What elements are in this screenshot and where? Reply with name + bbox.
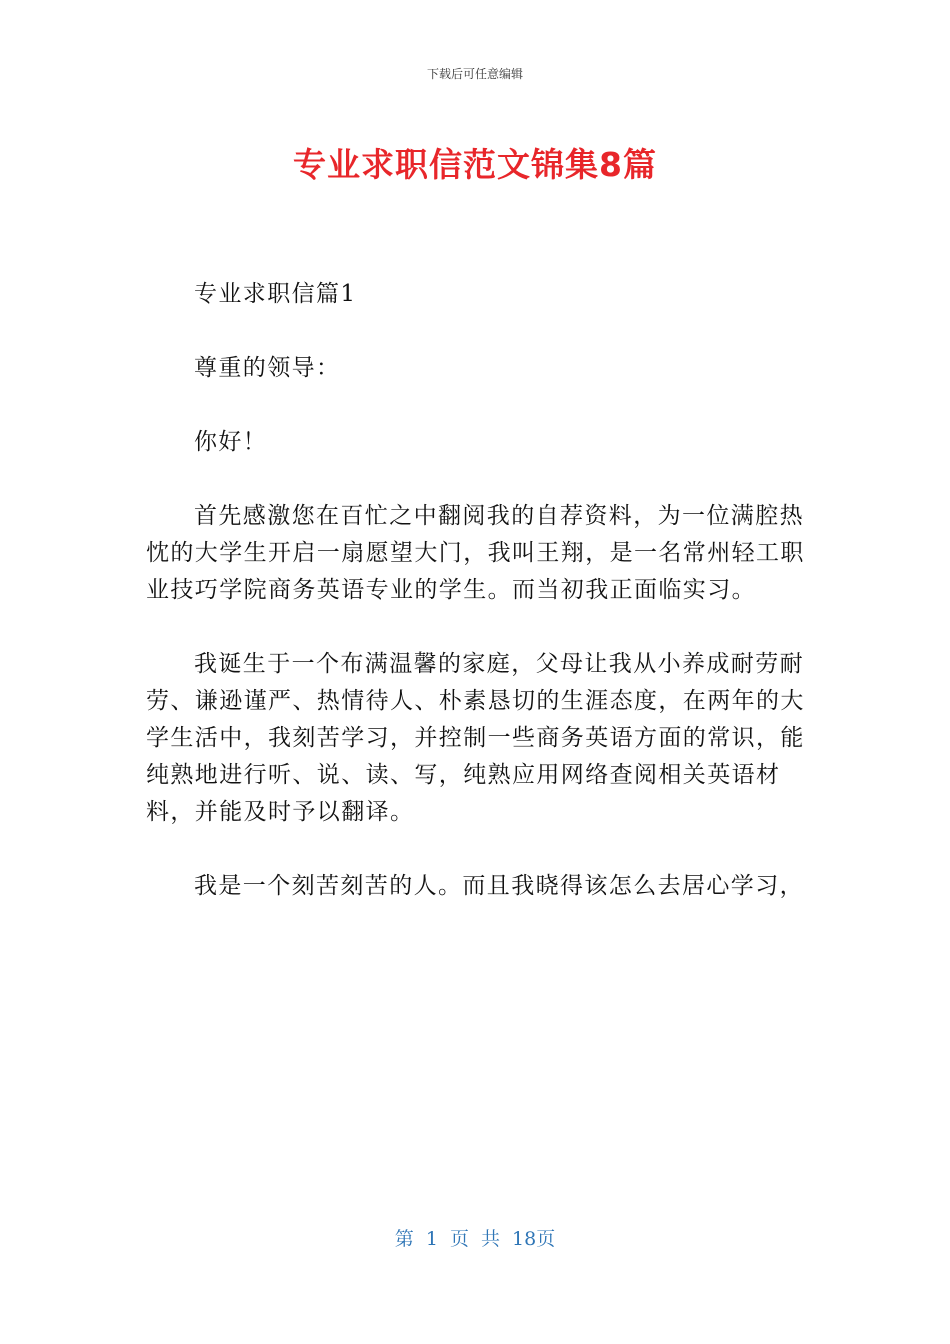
- header-note: 下载后可任意编辑: [426, 67, 523, 81]
- section-heading: 专业求职信篇1: [194, 281, 357, 307]
- greeting: 你好！: [194, 429, 268, 455]
- body-paragraph: 我是一个刻苦刻苦的人。而且我晓得该怎么去居心学习，: [194, 873, 804, 899]
- page-number-footer: 第 1 页 共 18页: [394, 1228, 556, 1250]
- salutation: 尊重的领导：: [194, 355, 341, 381]
- body-paragraph: 我诞生于一个布满温馨的家庭，父母让我从小养成耐劳耐劳、谦逊谨严、热情待人、朴素恳切的生涯态度，在两年的大学生活中，我刻苦学习，并控制一些商务英语方面的常识，能纯熟地进行听、说、读、写，纯熟应用网络查阅相关英语材料，并能及时予以翻译。: [146, 651, 805, 825]
- document-title: 专业求职信范文锦集8篇: [293, 145, 657, 184]
- document-body: [146, 276, 806, 905]
- body-paragraph: 首先感激您在百忙之中翻阅我的自荐资料，为一位满腔热忱的大学生开启一扇愿望大门，我叫王翔，是一名常州轻工职业技巧学院商务英语专业的学生。而当初我正面临实习。: [146, 503, 805, 603]
